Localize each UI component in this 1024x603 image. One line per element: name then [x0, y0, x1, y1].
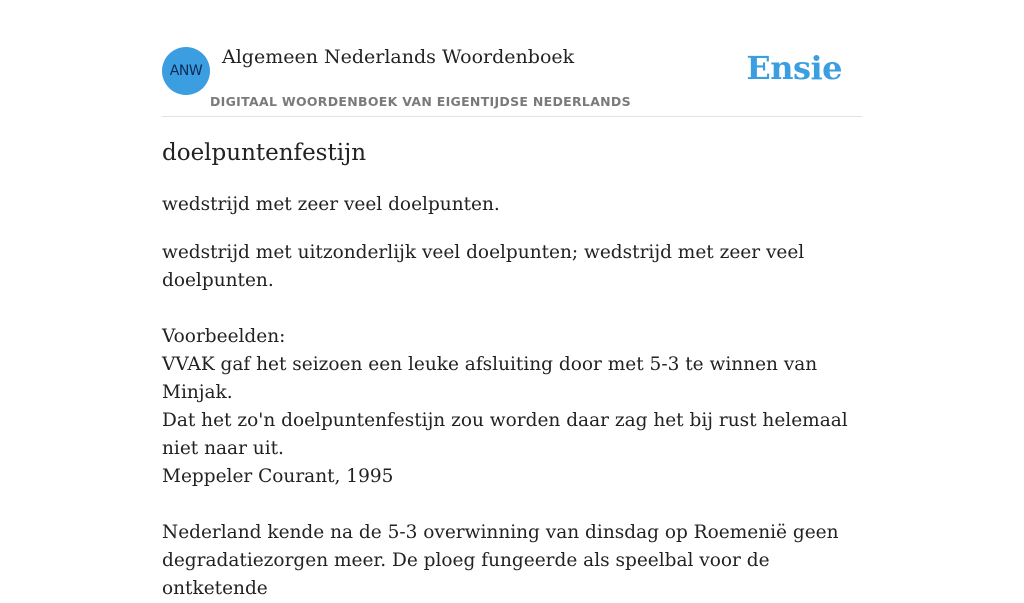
site-header — [162, 0, 862, 117]
long-definition: wedstrijd met uitzonderlijk veel doelpunten; wedstrijd met zeer veel doelpunten. — [162, 242, 805, 291]
ensie-logo[interactable]: Ensie — [746, 49, 842, 87]
spacer — [162, 295, 872, 323]
example-1-source: Meppeler Courant, 1995 — [162, 466, 394, 487]
example-1-line-1: VVAK gaf het seizoen een leuke afsluiting door met 5-3 te winnen van Minjak. — [162, 354, 818, 403]
short-definition: wedstrijd met zeer veel doelpunten. — [162, 194, 500, 215]
source-subtitle: DIGITAAL WOORDENBOEK VAN EIGENTIJDSE NEDERLANDS — [210, 94, 631, 109]
example-2-line-1: Nederland kende na de 5-3 overwinning van dinsdag op Roemenië geen degradatiezorgen meer. De ploeg fungeerde als speelbal voor de ontketende — [162, 522, 839, 599]
examples-heading: Voorbeelden: — [162, 326, 286, 347]
spacer — [162, 491, 872, 519]
anw-logo[interactable] — [162, 47, 210, 95]
headword: doelpuntenfestijn — [162, 140, 367, 166]
source-title[interactable]: Algemeen Nederlands Woordenboek — [222, 46, 575, 68]
long-definition-block — [162, 239, 872, 603]
example-1-line-2: Dat het zo'n doelpuntenfestijn zou worden daar zag het bij rust helemaal niet naar uit. — [162, 410, 848, 459]
logo-text: ANW — [169, 63, 203, 79]
page — [162, 0, 862, 599]
